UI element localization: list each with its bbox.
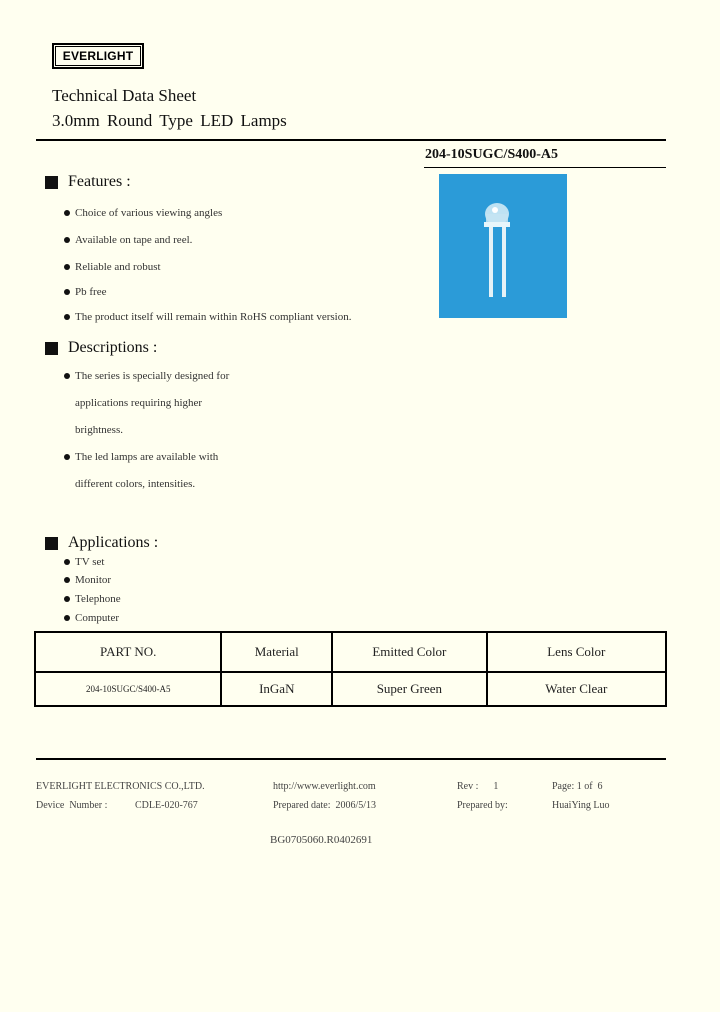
list-item: Computer bbox=[64, 612, 119, 624]
list-item: Choice of various viewing angles bbox=[64, 207, 222, 219]
bullet-icon bbox=[64, 314, 70, 320]
prepared-by-label: Prepared by: bbox=[457, 800, 508, 811]
logo-text: EVERLIGHT bbox=[55, 46, 141, 66]
document-code: BG0705060.R0402691 bbox=[270, 834, 373, 846]
bullet-icon bbox=[64, 210, 70, 216]
prepared-by: HuaiYing Luo bbox=[552, 800, 610, 811]
square-bullet-icon bbox=[45, 176, 58, 189]
bullet-icon bbox=[64, 615, 70, 621]
list-item-continuation: different colors, intensities. bbox=[75, 478, 196, 490]
bullet-icon bbox=[64, 596, 70, 602]
company-url[interactable]: http://www.everlight.com bbox=[273, 781, 376, 792]
descriptions-heading: Descriptions : bbox=[45, 339, 157, 357]
list-item: Available on tape and reel. bbox=[64, 234, 192, 246]
table-cell: InGaN bbox=[221, 672, 332, 706]
bullet-icon bbox=[64, 237, 70, 243]
list-item: TV set bbox=[64, 556, 104, 568]
list-item: Reliable and robust bbox=[64, 261, 161, 273]
bullet-icon bbox=[64, 264, 70, 270]
bullet-icon bbox=[64, 577, 70, 583]
square-bullet-icon bbox=[45, 342, 58, 355]
applications-heading: Applications : bbox=[45, 534, 158, 552]
bullet-icon bbox=[64, 454, 70, 460]
table-header-cell: Material bbox=[221, 632, 332, 672]
list-item-continuation: applications requiring higher bbox=[75, 397, 203, 409]
led-product-photo bbox=[439, 174, 567, 318]
list-item: Telephone bbox=[64, 593, 121, 605]
table-cell: Water Clear bbox=[487, 672, 666, 706]
bullet-icon bbox=[64, 289, 70, 295]
company-name: EVERLIGHT ELECTRONICS CO.,LTD. bbox=[36, 781, 205, 792]
table-header-cell: Lens Color bbox=[487, 632, 666, 672]
part-number: 204-10SUGC/S400-A5 bbox=[425, 147, 559, 162]
page-indicator: Page: 1 of 6 bbox=[552, 781, 603, 792]
device-number: CDLE-020-767 bbox=[135, 800, 198, 811]
device-number-label: Device Number : bbox=[36, 800, 108, 811]
document-subtitle: 3.0mm Round Type LED Lamps bbox=[52, 111, 287, 130]
header-rule bbox=[36, 139, 666, 141]
features-heading: Features : bbox=[45, 173, 131, 191]
list-item: Monitor bbox=[64, 574, 111, 586]
everlight-logo bbox=[52, 43, 144, 69]
document-title: Technical Data Sheet bbox=[52, 86, 197, 105]
bullet-icon bbox=[64, 559, 70, 565]
revision: Rev : 1 bbox=[457, 781, 499, 792]
table-cell: 204-10SUGC/S400-A5 bbox=[35, 672, 221, 706]
table-header-cell: PART NO. bbox=[35, 632, 221, 672]
table-header-cell: Emitted Color bbox=[332, 632, 487, 672]
led-lamp-icon bbox=[439, 174, 567, 318]
square-bullet-icon bbox=[45, 537, 58, 550]
list-item: The product itself will remain within RoHS compliant version. bbox=[64, 311, 351, 323]
list-item-continuation: brightness. bbox=[75, 424, 123, 436]
list-item: The series is specially designed for bbox=[64, 370, 229, 382]
spec-table bbox=[34, 631, 667, 707]
list-item: The led lamps are available with bbox=[64, 451, 218, 463]
prepared-date: Prepared date: 2006/5/13 bbox=[273, 800, 377, 811]
bullet-icon bbox=[64, 373, 70, 379]
table-row bbox=[35, 672, 666, 706]
footer-rule bbox=[36, 758, 666, 760]
list-item: Pb free bbox=[64, 286, 106, 298]
part-number-rule bbox=[424, 167, 666, 168]
table-header-row bbox=[35, 632, 666, 672]
table-cell: Super Green bbox=[332, 672, 487, 706]
